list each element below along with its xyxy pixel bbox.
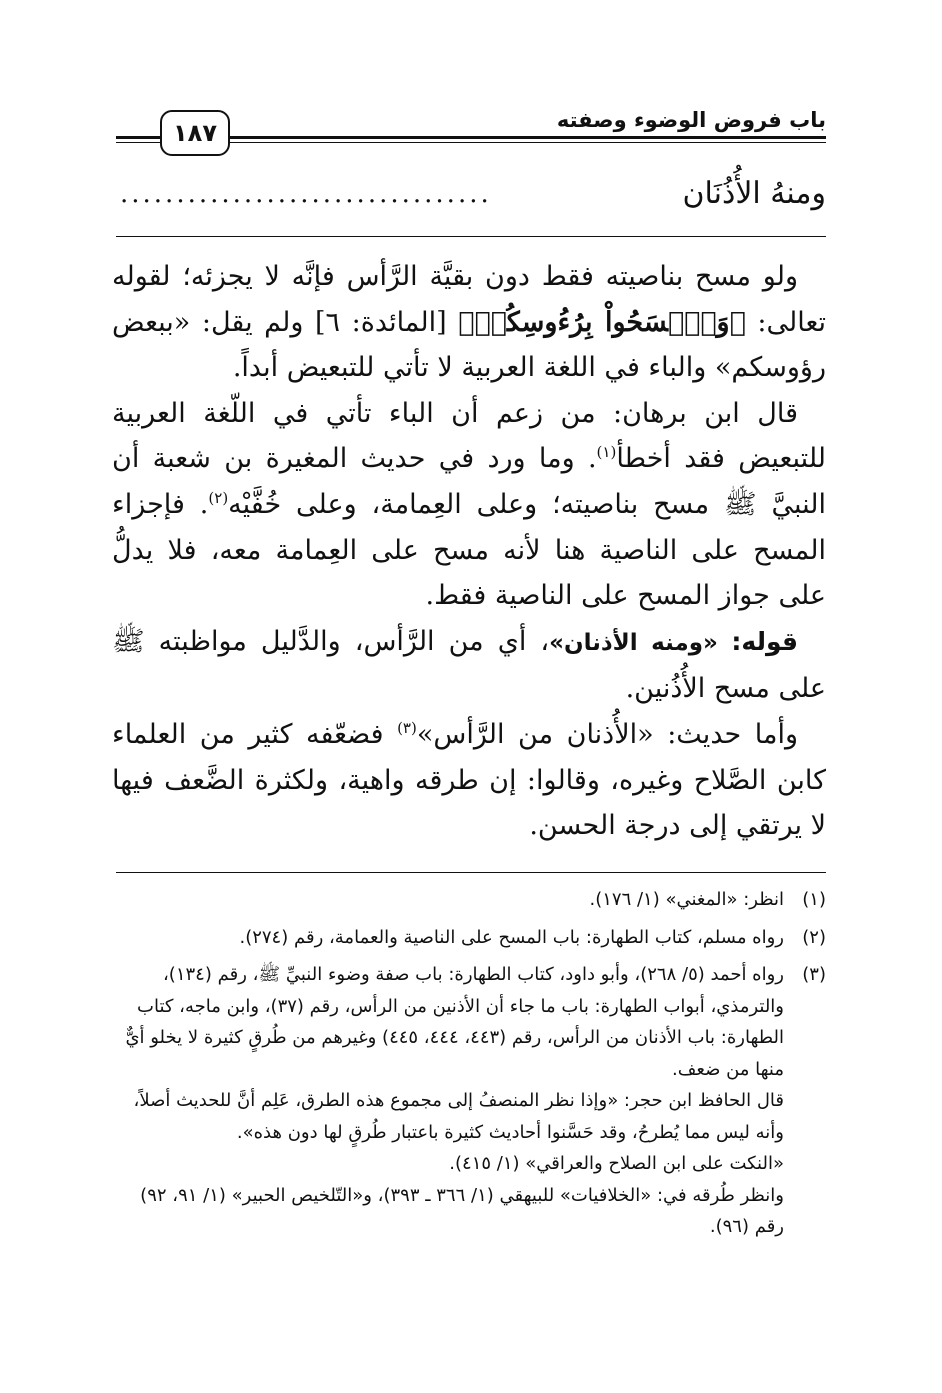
matn-line (116, 170, 826, 220)
matn-rule (116, 236, 826, 237)
footnote-number: (٢) (802, 926, 826, 948)
footnote-ref-3[interactable]: (٣) (397, 718, 417, 737)
footnote-3: (٣) رواه أحمد (٥/ ٢٦٨)، وأبو داود، كتاب الطهارة: باب صفة وضوء النبيِّ ﷺ، رقم (١٣٤)، والترمذي، أبواب الطهارة: باب ما جاء أن الأذنين من الرأس، رقم (٣٧)، وابن ماجه، كتاب الطهارة: باب الأذنان من الرأس، رقم (٤٤٣، ٤٤٤، ٤٤٥) وغيرهم من طُرقٍ كثيرة لا يخلو أيٌّ منها من ضعف. قال الحافظ ابن حجر: «وإذا نظر المنصفُ إلى مجموع هذه الطرق، عَلِم أنَّ للحديث أصلاً، وأنه ليس مما يُطرحُ، وقد حَسَّنوا أحاديث كثيرة باعتبار طُرقٍ لها دون هذه». «النكت على ابن الصلاح والعراقي» (١/ ٤١٥). وانظر طُرقه في: «الخلافيات» للبيهقي (١/ ٣٦٦ ـ ٣٩٣)، و«التّلخيص الحبير» (١/ ٩١، ٩٢) رقم (٩٦). (116, 959, 826, 1243)
matn-text: ومنهُ الأُذُنَان (682, 176, 826, 211)
footnote-1: (١) انظر: «المغني» (١/ ١٧٦). (116, 884, 826, 916)
matn-quote: «ومنه الأذنان» (549, 629, 732, 656)
footnote-2: (٢) رواه مسلم، كتاب الطهارة: باب المسح على الناصية والعمامة، رقم (٢٧٤). (116, 922, 826, 954)
footnote-rule (116, 872, 826, 873)
footnote-number: (٣) (802, 964, 826, 985)
matn-dots: ................................. (120, 179, 492, 209)
page-number: ١٨٧ (160, 110, 230, 156)
body-text (112, 254, 826, 849)
paragraph-2: قال ابن برهان: من زعم أن الباء تأتي في اللّغة العربية للتبعيض فقد أخطأ$^{(١)}$. وما ورد في حديث المغيرة بن شعبة أن النبيَّ ﷺ مسح بناصيته؛ وعلى العِمامة، وعلى خُفَّيْه$^{(٢)}$. فإجزاء المسح على الناصية هنا لأنه مسح على العِمامة معه، فلا يدلُّ على جواز المسح على الناصية فقط. (112, 397, 826, 612)
footnote-number: (١) (802, 889, 826, 910)
qawluh-label: قوله: (731, 626, 798, 656)
running-title: باب فروض الوضوء وصفته (556, 108, 826, 132)
paragraph-1: ولو مسح بناصيته فقط دون بقيَّة الرَّأس فإنَّه لا يجزئه؛ لقوله تعالى: ﴿وَٱمۡسَحُواْ بِرُءُوسِكُمۡ﴾ [المائدة: ٦] ولم يقل: «ببعض رؤوسكم» والباء في اللغة العربية لا تأتي للتبعيض أبداً. (112, 261, 826, 384)
footnote-ref-1[interactable]: (١) (596, 443, 617, 462)
footnotes (116, 884, 826, 1249)
paragraph-3: قوله: «ومنه الأذنان»، أي من الرَّأس، والدَّليل مواظبته ﷺ على مسح الأُذُنين. (112, 625, 826, 705)
footnote-ref-2[interactable]: (٢) (208, 488, 229, 507)
quran-verse: ﴿وَٱمۡسَحُواْ بِرُءُوسِكُمۡ﴾ (458, 306, 746, 338)
paragraph-4: وأما حديث: «الأُذنان من الرَّأس»$^{(٣)}$ فضعّفه كثير من العلماء كابن الصَّلاح وغيره، وقالوا: إن طرقه واهية، ولكثرة الضَّعف فيها لا يرتقي إلى درجة الحسن. (112, 718, 826, 842)
